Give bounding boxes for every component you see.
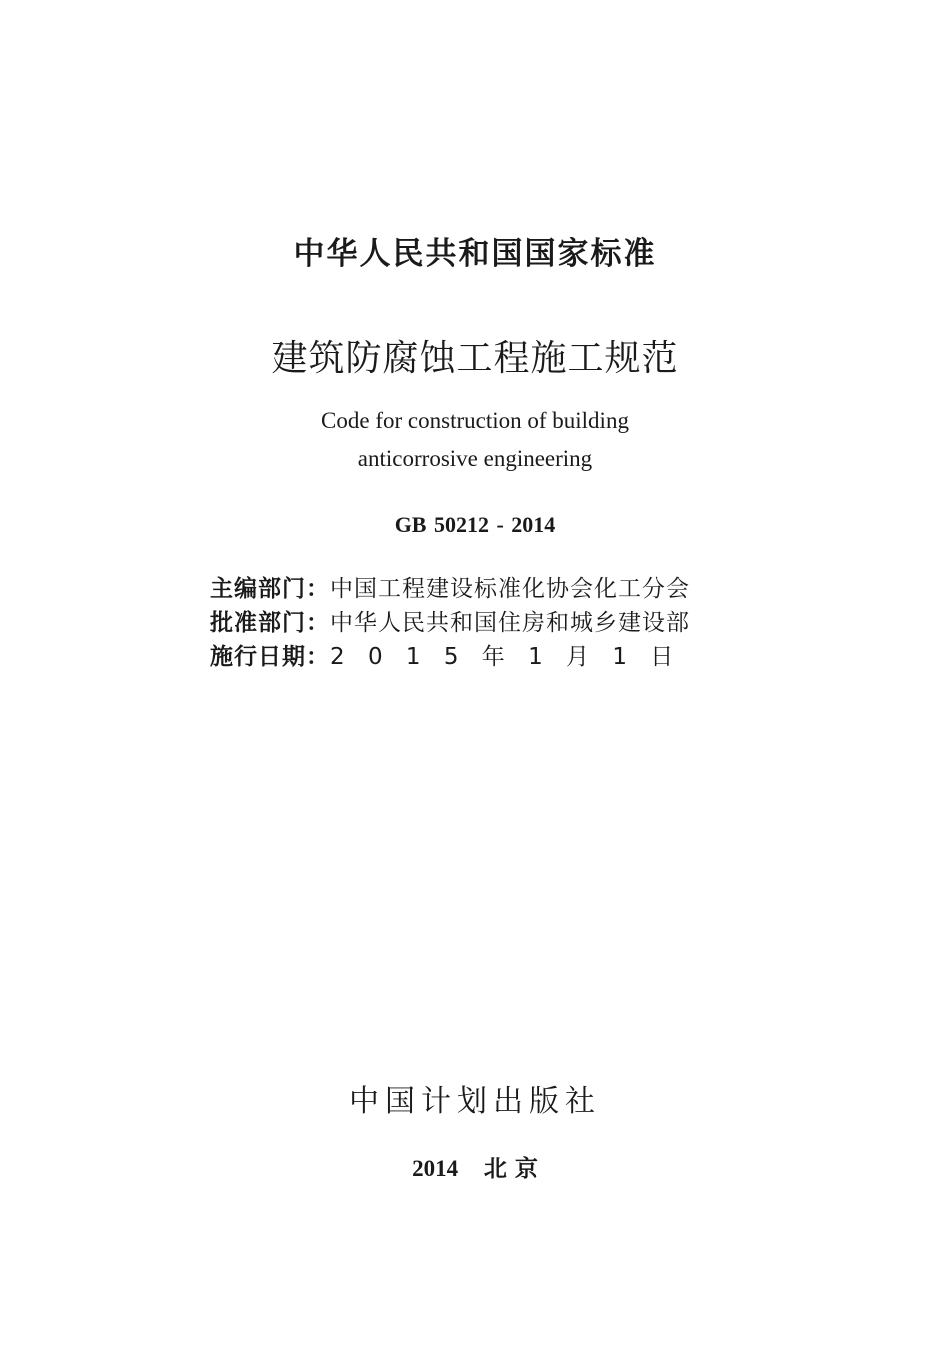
document-title-en-line1: Code for construction of building	[321, 408, 629, 433]
meta-value: 中国工程建设标准化协会化工分会	[330, 576, 690, 602]
meta-label: 主编部门：	[210, 576, 330, 602]
meta-value: 中华人民共和国住房和城乡建设部	[330, 610, 690, 636]
national-standard-heading: 中华人民共和国国家标准	[293, 236, 657, 272]
imprint-year: 2014	[412, 1156, 459, 1181]
publisher-name: 中国计划出版社	[349, 1084, 601, 1119]
meta-row-effective-date	[210, 642, 730, 673]
document-title-zh: 建筑防腐蚀工程施工规范	[271, 338, 679, 379]
standard-code: GB 50212 - 2014	[394, 512, 556, 537]
meta-label: 批准部门：	[210, 610, 330, 636]
meta-label: 施行日期：	[210, 644, 330, 670]
metadata-block	[210, 574, 730, 676]
imprint-line	[0, 1150, 950, 1183]
meta-value: 2 0 1 5 年 1 月 1 日	[330, 644, 674, 670]
imprint-city: 北 京	[483, 1156, 538, 1182]
document-title-en-line2: anticorrosive engineering	[357, 446, 593, 471]
meta-row-approver	[210, 608, 730, 639]
meta-row-editor	[210, 574, 730, 605]
